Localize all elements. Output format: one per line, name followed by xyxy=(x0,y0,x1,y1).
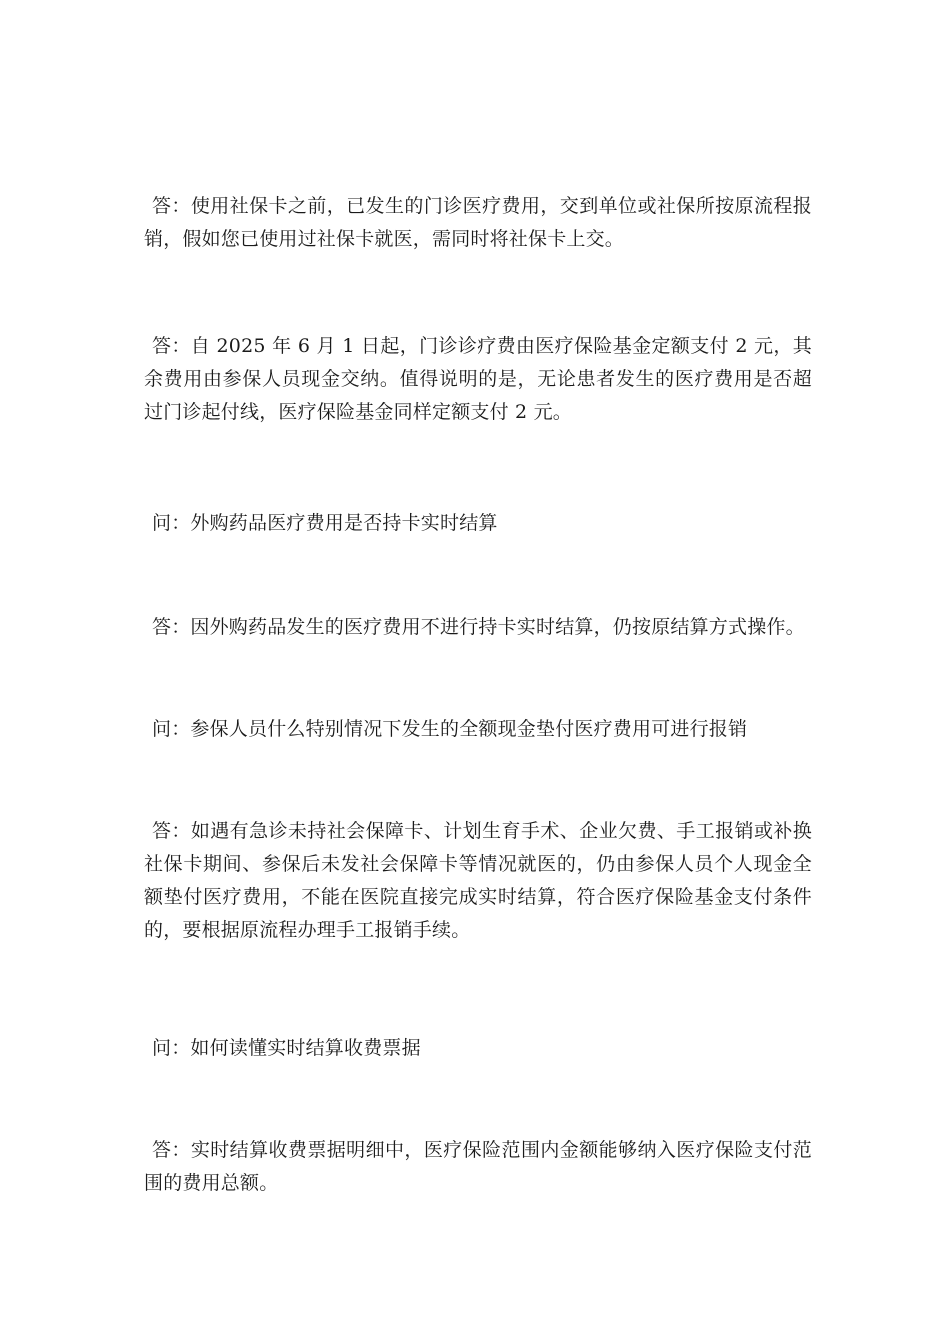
answer-paragraph: 答：自 2025 年 6 月 1 日起，门诊诊疗费由医疗保险基金定额支付 2 元，其余费用由参保人员现金交纳。值得说明的是，无论患者发生的医疗费用是否超过门诊起付线，医疗保险基金同样定额支付 2 元。 xyxy=(144,335,812,423)
question-paragraph: 问：参保人员什么特别情况下发生的全额现金垫付医疗费用可进行报销 xyxy=(152,718,748,740)
question-paragraph: 问：如何读懂实时结算收费票据 xyxy=(152,1037,421,1059)
answer-paragraph: 答：使用社保卡之前，已发生的门诊医疗费用，交到单位或社保所按原流程报销，假如您已使用过社保卡就医，需同时将社保卡上交。 xyxy=(144,195,812,250)
answer-paragraph: 答：如遇有急诊未持社会保障卡、计划生育手术、企业欠费、手工报销或补换社保卡期间、参保后未发社会保障卡等情况就医的，仍由参保人员个人现金全额垫付医疗费用，不能在医院直接完成实时结算，符合医疗保险基金支付条件的，要根据原流程办理手工报销手续。 xyxy=(144,820,812,941)
answer-paragraph: 答：因外购药品发生的医疗费用不进行持卡实时结算，仍按原结算方式操作。 xyxy=(152,616,805,638)
question-paragraph: 问：外购药品医疗费用是否持卡实时结算 xyxy=(152,512,498,534)
answer-paragraph: 答：实时结算收费票据明细中，医疗保险范围内金额能够纳入医疗保险支付范围的费用总额。 xyxy=(144,1139,812,1194)
